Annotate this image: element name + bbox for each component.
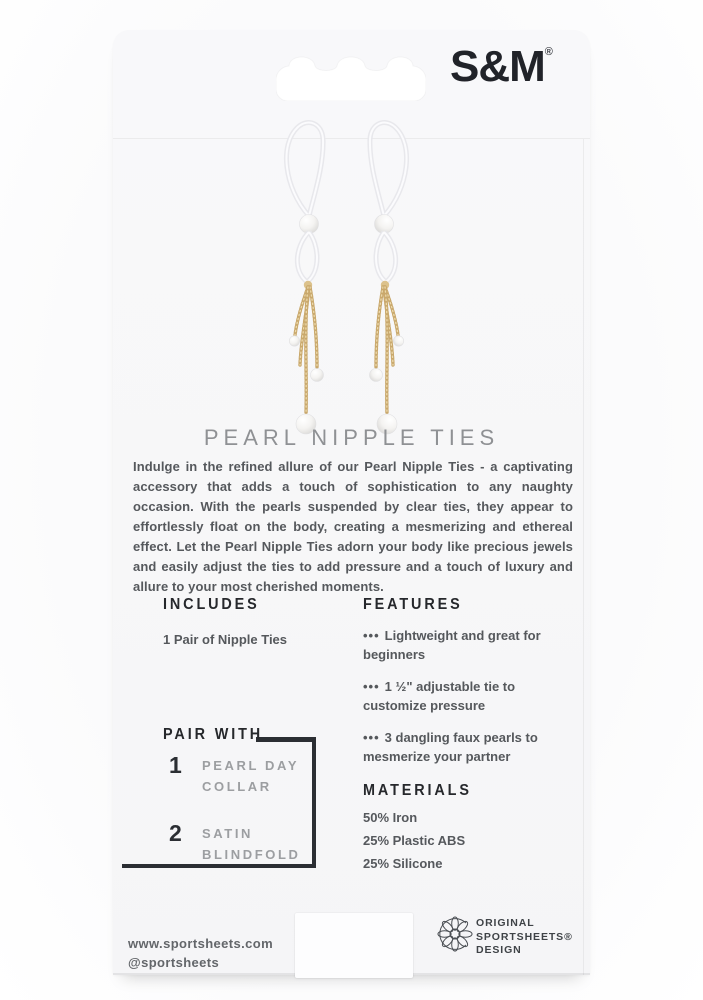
feature-text: Lightweight and great for beginners xyxy=(363,628,541,662)
pair-item-number: 2 xyxy=(169,820,182,846)
product-description: Indulge in the refined allure of our Pearl Nipple Ties - a captivating accessory that adds a touch of sophistication to any naughty occasion. With the pearls suspended by clear ties, they appear to effortlessly float on the body, creating a mesmerizing and ethereal effect. Let the Pearl Nipple Ties adorn your body like precious jewels and easily adjust the ties to add pressure and a touch of luxury and allure to your most cherished moments. xyxy=(133,459,573,594)
registered-trademark-icon: ® xyxy=(544,46,553,58)
feature-item xyxy=(363,677,575,715)
product-title: PEARL NIPPLE TIES xyxy=(203,425,500,450)
triple-dot-bullet-icon: ••• xyxy=(363,628,380,643)
includes-heading: INCLUDES xyxy=(163,596,260,613)
badge-line: DESIGN xyxy=(476,944,522,956)
feature-item xyxy=(363,728,575,766)
materials-heading: MATERIALS xyxy=(363,782,472,799)
material-item: 25% Silicone xyxy=(363,856,443,871)
pair-item-number: 1 xyxy=(169,752,182,778)
features-materials-section xyxy=(363,596,575,875)
pair-with-frame-topline xyxy=(256,737,312,742)
social-handle: @sportsheets xyxy=(128,955,220,970)
package-side-fold xyxy=(583,139,584,975)
badge-line: SPORTSHEETS® xyxy=(476,930,573,943)
material-item: 50% Iron xyxy=(363,810,418,825)
barcode-label-sticker xyxy=(295,913,413,978)
includes-item: 1 Pair of Nipple Ties xyxy=(163,632,288,647)
brand-logo xyxy=(450,42,570,92)
triple-dot-bullet-icon: ••• xyxy=(363,679,380,694)
pair-with-heading: PAIR WITH xyxy=(163,726,264,743)
feature-text: 3 dangling faux pearls to mesmerize your partner xyxy=(363,730,538,764)
feature-text: 1 ½" adjustable tie to customize pressure xyxy=(363,679,516,713)
hang-slot-cutout-icon xyxy=(276,51,426,101)
brand-name: S&M xyxy=(450,42,545,91)
product-photo-pearl-ties xyxy=(262,106,442,436)
original-design-badge xyxy=(476,917,573,958)
website-url: www.sportsheets.com xyxy=(128,936,274,951)
features-list xyxy=(363,626,575,766)
pair-item-label: SATIN BLINDFOLD xyxy=(202,826,301,862)
includes-section xyxy=(163,596,358,649)
materials-list xyxy=(363,806,575,875)
feature-item xyxy=(363,626,575,664)
sportsheets-mandala-icon xyxy=(433,912,477,956)
features-heading: FEATURES xyxy=(363,596,463,613)
material-item: 25% Plastic ABS xyxy=(363,833,466,848)
badge-line: ORIGINAL xyxy=(476,917,535,929)
pair-item-label: PEARL DAY COLLAR xyxy=(202,758,299,794)
triple-dot-bullet-icon: ••• xyxy=(363,730,380,745)
